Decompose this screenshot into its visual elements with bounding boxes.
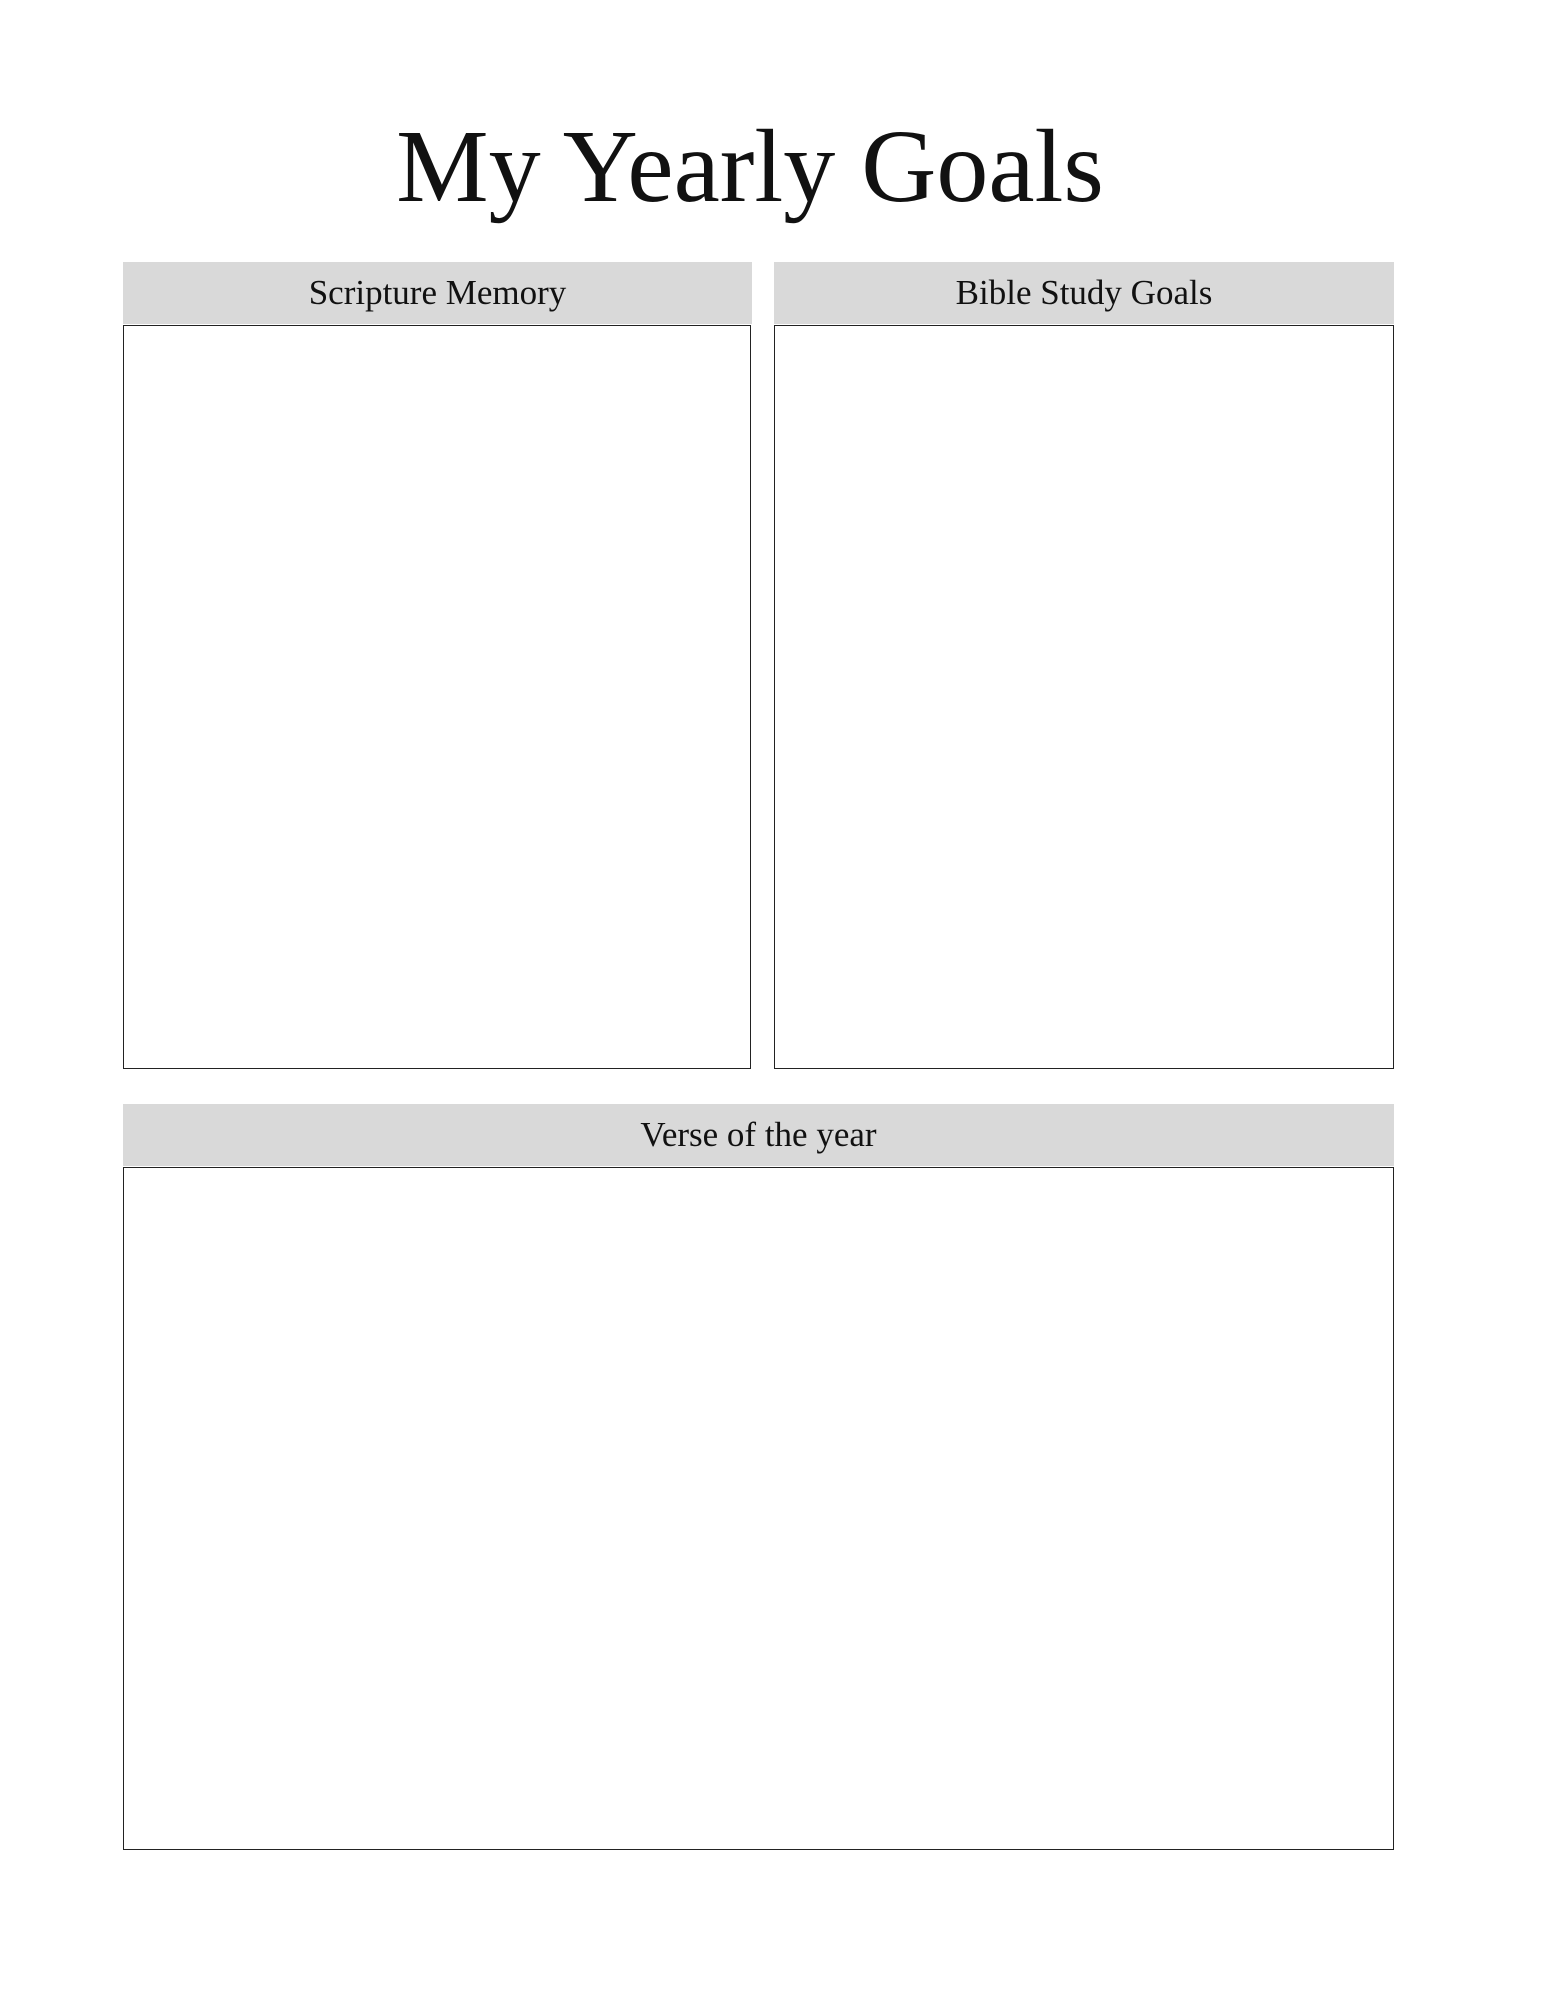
scripture-memory-header: Scripture Memory [123, 262, 752, 324]
scripture-memory-box[interactable] [123, 325, 751, 1069]
verse-of-the-year-header: Verse of the year [123, 1104, 1394, 1166]
page-title: My Yearly Goals [396, 109, 1104, 224]
verse-of-the-year-box[interactable] [123, 1167, 1394, 1850]
bible-study-goals-box[interactable] [774, 325, 1394, 1069]
bible-study-goals-header: Bible Study Goals [774, 262, 1394, 324]
